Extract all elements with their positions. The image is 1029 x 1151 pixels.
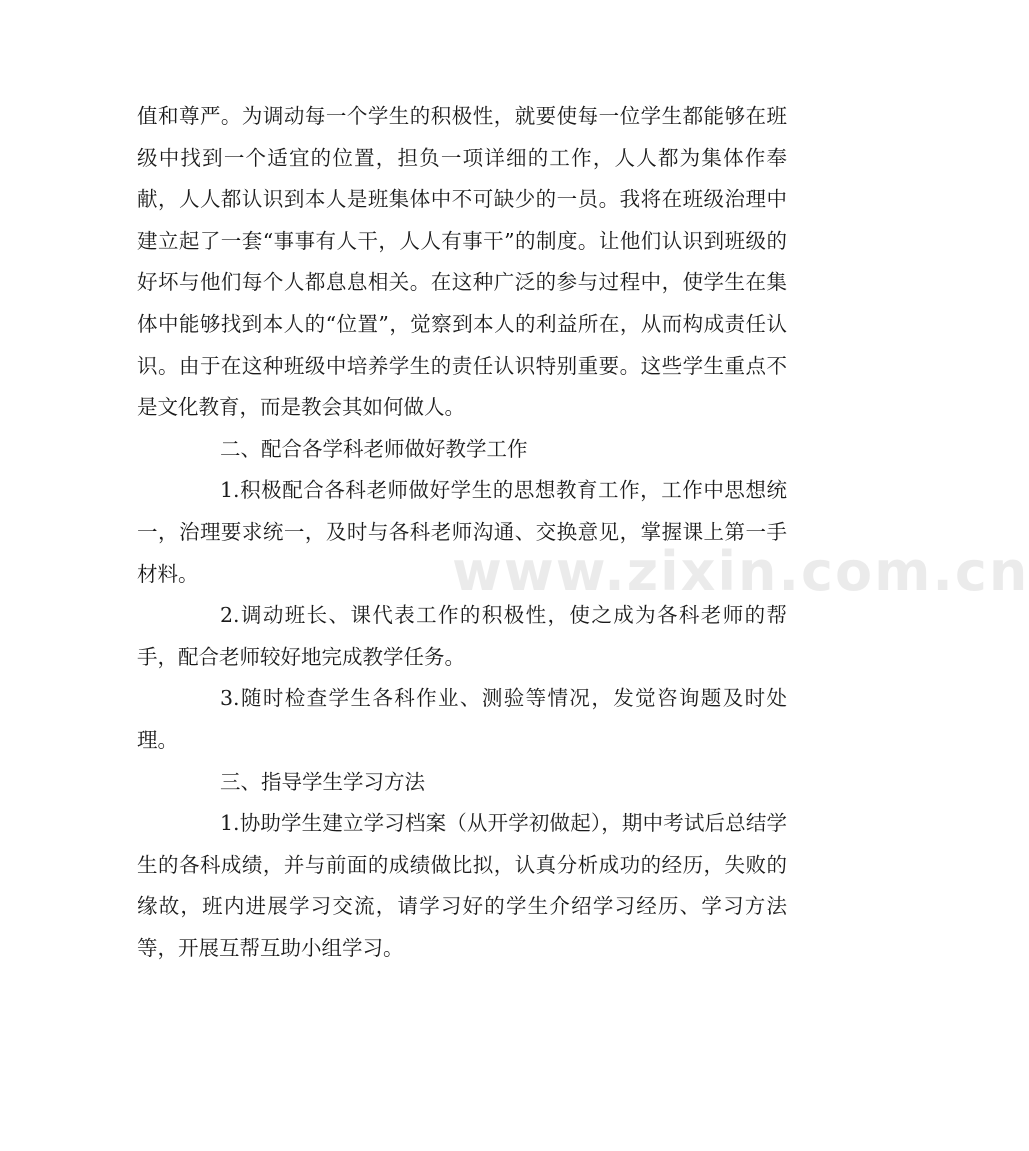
list-item-2-2: 2.调动班长、课代表工作的积极性，使之成为各科老师的帮手，配合老师较好地完成教学任务。 (137, 603, 787, 669)
paragraph-continuation: 值和尊严。为调动每一个学生的积极性，就要使每一位学生都能够在班级中找到一个适宜的位置，担负一项详细的工作，人人都为集体作奉献，人人都认识到本人是班集体中不可缺少的一员。我将在班级治理中建立起了一套“事事有人干，人人有事干”的制度。让他们认识到班级的好坏与他们每个人都息息相关。在这种广泛的参与过程中，使学生在集体中能够找到本人的“位置”，觉察到本人的利益所在，从而构成责任认识。由于在这种班级中培养学生的责任认识特别重要。这些学生重点不是文化教育，而是教会其如何做人。 (137, 104, 787, 420)
list-item-2-1: 1.积极配合各科老师做好学生的思想教育工作，工作中思想统一，治理要求统一，及时与各科老师沟通、交换意见，掌握课上第一手材料。 (137, 478, 787, 586)
list-item-2-3: 3.随时检查学生各科作业、测验等情况，发觉咨询题及时处理。 (137, 686, 787, 752)
list-item-3-1: 1.协助学生建立学习档案（从开学初做起），期中考试后总结学生的各科成绩，并与前面的成绩做比拟，认真分析成功的经历，失败的缘故，班内进展学习交流，请学习好的学生介绍学习经历、学习方法等，开展互帮互助小组学习。 (137, 811, 787, 960)
watermark: www.zixin.com.cn (452, 540, 1029, 603)
document-body (137, 96, 787, 969)
section-heading-3: 三、指导学生学习方法 (220, 769, 425, 794)
section-heading-2: 二、配合各学科老师做好教学工作 (220, 436, 528, 461)
